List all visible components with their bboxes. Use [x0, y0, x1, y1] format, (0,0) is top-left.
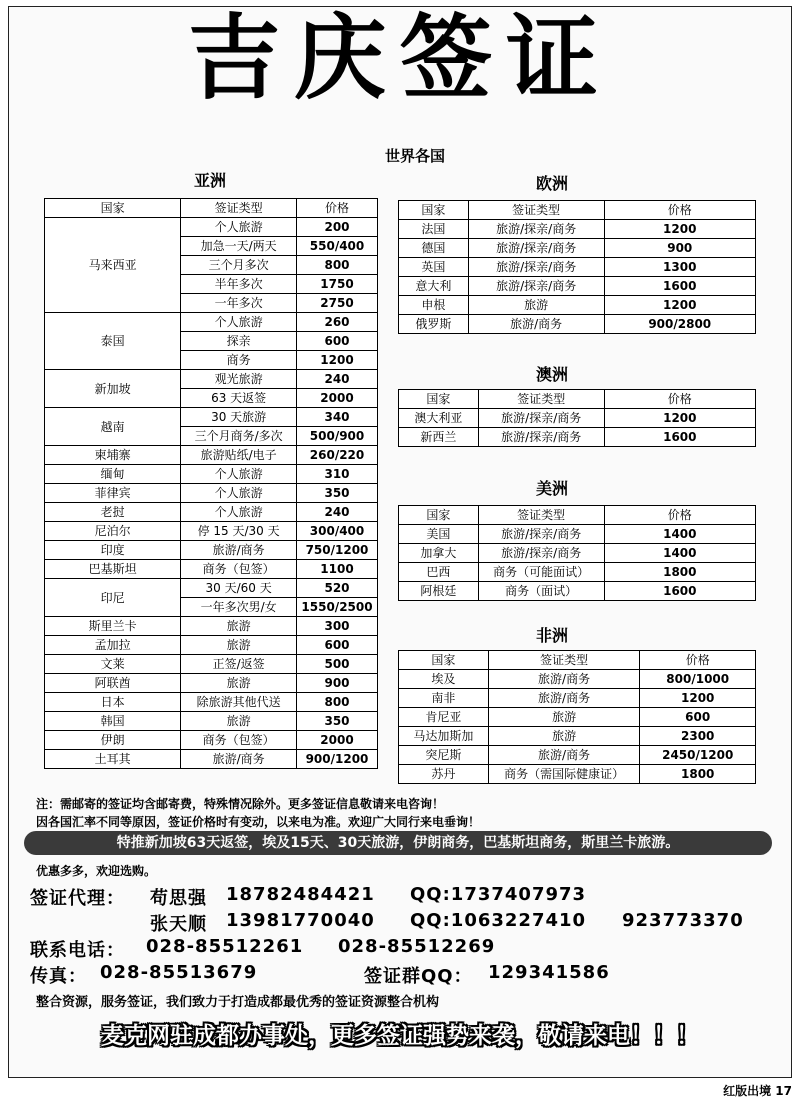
visa-type-cell: 商务	[181, 351, 297, 370]
welcome-text: 优惠多多，欢迎选购。	[36, 864, 157, 878]
visa-type-cell: 旅游/商务	[488, 689, 640, 708]
price-cell: 1200	[640, 689, 756, 708]
oceania-heading: 澳洲	[535, 365, 568, 384]
table-row	[399, 708, 756, 727]
asia-visa-table	[44, 198, 378, 769]
price-cell: 1400	[604, 544, 755, 563]
country-cell: 伊朗	[45, 731, 181, 750]
table-row	[45, 522, 378, 541]
price-cell: 350	[297, 712, 378, 731]
page-title: 吉庆签证	[187, 5, 612, 112]
price-cell: 1800	[604, 563, 755, 582]
america-visa-table	[398, 505, 756, 601]
slogan: 整合资源，服务签证，我们致力于打造成都最优秀的签证资源整合机构	[36, 995, 440, 1010]
table-row	[399, 525, 756, 544]
table-row	[399, 689, 756, 708]
price-cell: 500	[297, 655, 378, 674]
price-cell: 800	[297, 256, 378, 275]
group-qq-label: 签证群QQ：	[364, 966, 473, 987]
country-cell: 申根	[399, 296, 469, 315]
table-row	[399, 670, 756, 689]
table-row	[399, 315, 756, 334]
visa-type-cell: 旅游/商务	[468, 315, 604, 334]
table-row	[45, 446, 378, 465]
table-header-row	[45, 199, 378, 218]
price-cell: 550/400	[297, 237, 378, 256]
visa-type-cell: 除旅游其他代送	[181, 693, 297, 712]
price-cell: 750/1200	[297, 541, 378, 560]
visa-type-cell: 个人旅游	[181, 484, 297, 503]
visa-type-cell: 个人旅游	[181, 218, 297, 237]
price-cell: 2000	[297, 389, 378, 408]
table-row	[45, 218, 378, 237]
fax-label: 传真：	[30, 966, 87, 987]
country-cell: 新西兰	[399, 428, 479, 447]
table-row	[45, 465, 378, 484]
country-cell: 阿联酋	[45, 674, 181, 693]
visa-type-cell: 商务（面试）	[478, 582, 604, 601]
price-cell: 300/400	[297, 522, 378, 541]
visa-type-cell: 三个月商务/多次	[181, 427, 297, 446]
country-cell: 埃及	[399, 670, 489, 689]
price-cell: 240	[297, 503, 378, 522]
price-cell: 900/2800	[604, 315, 756, 334]
header-price: 价格	[640, 651, 756, 670]
table-row	[399, 239, 756, 258]
table-row	[45, 693, 378, 712]
header-visa-type: 签证类型	[181, 199, 297, 218]
table-header-row	[399, 201, 756, 220]
price-cell: 600	[297, 636, 378, 655]
header-price: 价格	[604, 390, 755, 409]
table-row	[399, 727, 756, 746]
price-cell: 1200	[297, 351, 378, 370]
visa-type-cell: 旅游	[488, 708, 640, 727]
header-price: 价格	[604, 506, 755, 525]
country-cell: 印度	[45, 541, 181, 560]
visa-type-cell: 旅游/探亲/商务	[478, 428, 604, 447]
visa-type-cell: 旅游/商务	[181, 541, 297, 560]
visa-type-cell: 30 天旅游	[181, 408, 297, 427]
price-cell: 900/1200	[297, 750, 378, 769]
country-cell: 突尼斯	[399, 746, 489, 765]
table-row	[45, 370, 378, 389]
price-cell: 2300	[640, 727, 756, 746]
agent-label: 签证代理：	[30, 888, 125, 909]
visa-type-cell: 商务（需国际健康证）	[488, 765, 640, 784]
america-heading: 美洲	[535, 479, 568, 498]
country-cell: 孟加拉	[45, 636, 181, 655]
table-row	[45, 636, 378, 655]
price-cell: 1750	[297, 275, 378, 294]
asia-heading: 亚洲	[193, 171, 226, 190]
table-row	[399, 582, 756, 601]
agent1-qq: QQ:1737407973	[410, 884, 587, 905]
table-row	[45, 750, 378, 769]
header-visa-type: 签证类型	[478, 390, 604, 409]
visa-type-cell: 一年多次	[181, 294, 297, 313]
visa-type-cell: 旅游	[181, 636, 297, 655]
visa-type-cell: 旅游/探亲/商务	[468, 220, 604, 239]
header-country: 国家	[45, 199, 181, 218]
country-cell: 德国	[399, 239, 469, 258]
country-cell: 英国	[399, 258, 469, 277]
price-cell: 900	[297, 674, 378, 693]
country-cell: 老挝	[45, 503, 181, 522]
visa-type-cell: 旅游/商务	[488, 746, 640, 765]
price-cell: 1800	[640, 765, 756, 784]
visa-type-cell: 旅游/商务	[181, 750, 297, 769]
agent2-phone: 13981770040	[226, 910, 375, 931]
table-header-row	[399, 506, 756, 525]
header-price: 价格	[297, 199, 378, 218]
visa-type-cell: 63 天返签	[181, 389, 297, 408]
country-cell: 苏丹	[399, 765, 489, 784]
visa-type-cell: 正签/返签	[181, 655, 297, 674]
group-qq-number: 129341586	[488, 962, 610, 983]
visa-type-cell: 旅游/探亲/商务	[478, 544, 604, 563]
country-cell: 韩国	[45, 712, 181, 731]
visa-type-cell: 商务（包签）	[181, 560, 297, 579]
price-cell: 2750	[297, 294, 378, 313]
table-row	[45, 712, 378, 731]
visa-type-cell: 探亲	[181, 332, 297, 351]
header-visa-type: 签证类型	[468, 201, 604, 220]
price-cell: 2000	[297, 731, 378, 750]
country-cell: 法国	[399, 220, 469, 239]
table-row	[399, 409, 756, 428]
country-cell: 肯尼亚	[399, 708, 489, 727]
phone-2: 028-85512269	[338, 936, 496, 957]
visa-type-cell: 半年多次	[181, 275, 297, 294]
price-cell: 1300	[604, 258, 756, 277]
promo-banner: 特推新加坡63天返签，埃及15天、30天旅游，伊朗商务，巴基斯坦商务，斯里兰卡旅游。	[24, 831, 772, 855]
table-row	[399, 296, 756, 315]
country-cell: 日本	[45, 693, 181, 712]
visa-type-cell: 个人旅游	[181, 313, 297, 332]
visa-type-cell: 加急一天/两天	[181, 237, 297, 256]
country-cell: 加拿大	[399, 544, 479, 563]
country-cell: 泰国	[45, 313, 181, 370]
note-line-1: 注：需邮寄的签证均含邮寄费，特殊情况除外。更多签证信息敬请来电咨询！	[36, 797, 445, 811]
price-cell: 600	[297, 332, 378, 351]
visa-type-cell: 旅游贴纸/电子	[181, 446, 297, 465]
visa-type-cell: 旅游/探亲/商务	[478, 525, 604, 544]
price-cell: 1100	[297, 560, 378, 579]
price-cell: 350	[297, 484, 378, 503]
visa-type-cell: 旅游	[488, 727, 640, 746]
visa-type-cell: 三个月多次	[181, 256, 297, 275]
visa-type-cell: 旅游/商务	[488, 670, 640, 689]
section-subtitle: 世界各国	[384, 147, 445, 165]
country-cell: 马达加斯加	[399, 727, 489, 746]
table-row	[45, 731, 378, 750]
table-row	[399, 563, 756, 582]
price-cell: 260/220	[297, 446, 378, 465]
page-footer: 红版出境 17	[723, 1084, 792, 1098]
table-row	[399, 428, 756, 447]
visa-type-cell: 一年多次男/女	[181, 598, 297, 617]
header-country: 国家	[399, 201, 469, 220]
table-row	[45, 313, 378, 332]
table-row	[399, 277, 756, 296]
country-cell: 巴西	[399, 563, 479, 582]
table-row	[45, 655, 378, 674]
price-cell: 1600	[604, 428, 755, 447]
price-cell: 1400	[604, 525, 755, 544]
country-cell: 越南	[45, 408, 181, 446]
agent2-name: 张天顺	[150, 914, 207, 935]
country-cell: 俄罗斯	[399, 315, 469, 334]
agent2-qq-2: 923773370	[622, 910, 744, 931]
table-row	[45, 408, 378, 427]
country-cell: 美国	[399, 525, 479, 544]
price-cell: 800	[297, 693, 378, 712]
price-cell: 1550/2500	[297, 598, 378, 617]
price-cell: 240	[297, 370, 378, 389]
visa-type-cell: 旅游/探亲/商务	[478, 409, 604, 428]
country-cell: 澳大利亚	[399, 409, 479, 428]
price-cell: 520	[297, 579, 378, 598]
table-row	[45, 617, 378, 636]
price-cell: 340	[297, 408, 378, 427]
visa-type-cell: 观光旅游	[181, 370, 297, 389]
price-cell: 1200	[604, 296, 756, 315]
table-row	[399, 765, 756, 784]
price-cell: 1200	[604, 409, 755, 428]
country-cell: 阿根廷	[399, 582, 479, 601]
table-row	[399, 220, 756, 239]
visa-type-cell: 30 天/60 天	[181, 579, 297, 598]
header-country: 国家	[399, 390, 479, 409]
country-cell: 印尼	[45, 579, 181, 617]
price-cell: 260	[297, 313, 378, 332]
country-cell: 马来西亚	[45, 218, 181, 313]
visa-type-cell: 旅游	[468, 296, 604, 315]
visa-type-cell: 商务（可能面试）	[478, 563, 604, 582]
price-cell: 300	[297, 617, 378, 636]
country-cell: 缅甸	[45, 465, 181, 484]
visa-type-cell: 旅游/探亲/商务	[468, 277, 604, 296]
visa-type-cell: 个人旅游	[181, 503, 297, 522]
country-cell: 斯里兰卡	[45, 617, 181, 636]
header-visa-type: 签证类型	[478, 506, 604, 525]
price-cell: 1600	[604, 582, 755, 601]
country-cell: 菲律宾	[45, 484, 181, 503]
table-row	[45, 579, 378, 598]
price-cell: 2450/1200	[640, 746, 756, 765]
header-country: 国家	[399, 506, 479, 525]
fax-number: 028-85513679	[100, 962, 258, 983]
phone-label: 联系电话：	[30, 940, 125, 961]
visa-type-cell: 商务（包签）	[181, 731, 297, 750]
price-cell: 200	[297, 218, 378, 237]
table-row	[399, 544, 756, 563]
table-row	[45, 674, 378, 693]
table-header-row	[399, 651, 756, 670]
country-cell: 文莱	[45, 655, 181, 674]
price-cell: 310	[297, 465, 378, 484]
country-cell: 新加坡	[45, 370, 181, 408]
price-cell: 600	[640, 708, 756, 727]
table-row	[45, 560, 378, 579]
visa-type-cell: 个人旅游	[181, 465, 297, 484]
africa-heading: 非洲	[535, 626, 568, 645]
visa-type-cell: 旅游/探亲/商务	[468, 239, 604, 258]
visa-type-cell: 旅游	[181, 617, 297, 636]
table-row	[45, 541, 378, 560]
table-header-row	[399, 390, 756, 409]
visa-type-cell: 旅游	[181, 712, 297, 731]
oceania-visa-table	[398, 389, 756, 447]
agent1-phone: 18782484421	[226, 884, 375, 905]
visa-type-cell: 旅游	[181, 674, 297, 693]
table-row	[45, 484, 378, 503]
country-cell: 南非	[399, 689, 489, 708]
agent2-qq: QQ:1063227410	[410, 910, 587, 931]
europe-heading: 欧洲	[535, 174, 568, 193]
note-line-2: 因各国汇率不同等原因，签证价格时有变动，以来电为准。欢迎广大同行来电垂询！	[36, 815, 481, 829]
price-cell: 900	[604, 239, 756, 258]
price-cell: 500/900	[297, 427, 378, 446]
country-cell: 意大利	[399, 277, 469, 296]
header-country: 国家	[399, 651, 489, 670]
table-row	[399, 746, 756, 765]
price-cell: 1600	[604, 277, 756, 296]
header-visa-type: 签证类型	[488, 651, 640, 670]
europe-visa-table	[398, 200, 756, 334]
country-cell: 巴基斯坦	[45, 560, 181, 579]
country-cell: 尼泊尔	[45, 522, 181, 541]
office-banner: 麦克网驻成都办事处，更多签证强势来袭，敬请来电！！！	[101, 1023, 699, 1049]
table-row	[45, 503, 378, 522]
country-cell: 土耳其	[45, 750, 181, 769]
africa-visa-table	[398, 650, 756, 784]
table-row	[399, 258, 756, 277]
price-cell: 800/1000	[640, 670, 756, 689]
country-cell: 柬埔寨	[45, 446, 181, 465]
visa-type-cell: 旅游/探亲/商务	[468, 258, 604, 277]
phone-1: 028-85512261	[146, 936, 304, 957]
visa-type-cell: 停 15 天/30 天	[181, 522, 297, 541]
price-cell: 1200	[604, 220, 756, 239]
header-price: 价格	[604, 201, 756, 220]
agent1-name: 苟思强	[150, 888, 207, 909]
